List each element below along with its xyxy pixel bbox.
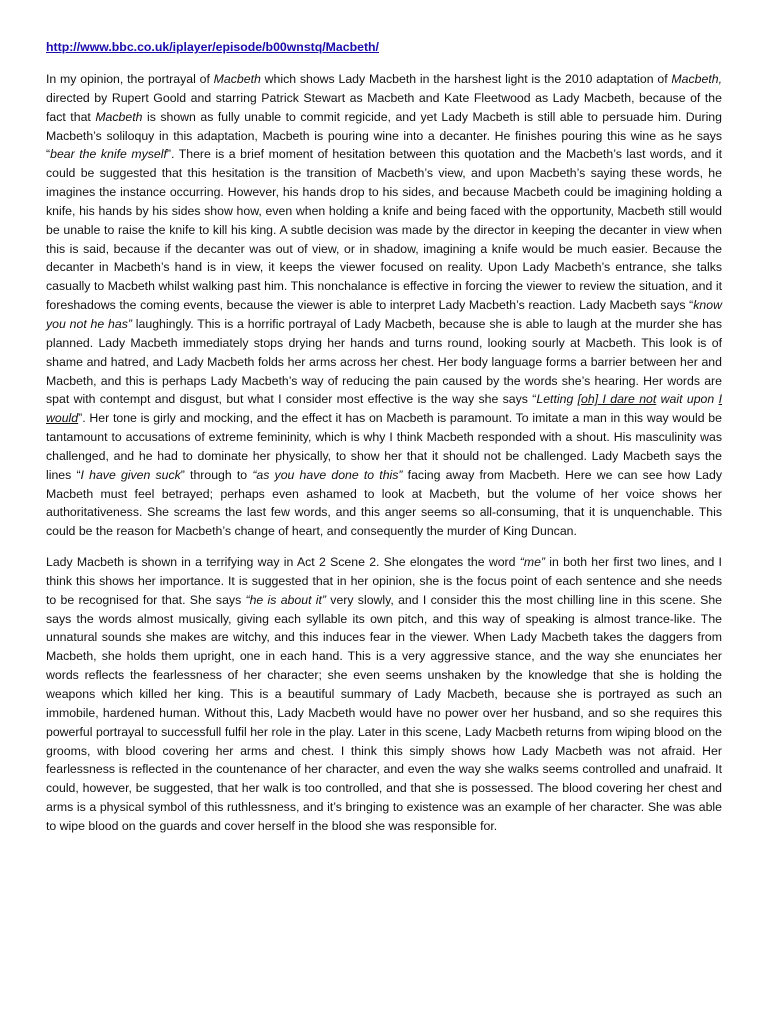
episode-link[interactable]: http://www.bbc.co.uk/iplayer/episode/b00wnstq/Macbeth/ bbox=[46, 40, 379, 54]
text-run: Macbeth bbox=[213, 72, 261, 86]
text-run: “as you have done to this” bbox=[252, 467, 403, 482]
text-run: ”. Her tone is girly and mocking, and the effect it has on Macbeth is paramount. To imitate a man in this way would be tantamount to accusations of extreme femininity, which is why I think Macbeth responded with a shout. His masculinity was challenged, and he had to dominate her physically, to show her that it should not be challenged. Lady Macbeth says the lines “ bbox=[46, 411, 722, 482]
text-run: facing away from Macbeth. Here we can see how Lady Macbeth must feel betrayed; perhaps even ashamed to look at Macbeth, but the volume of her voice shows her authoritativeness. She screams the last few words, and this anger seems so all-consuming, that it is unquenchable. This could be the reason for Macbeth’s change of heart, and consequently the murder of King Duncan. bbox=[46, 467, 723, 539]
text-run: laughingly. This is a horrific portrayal of Lady Macbeth, because she is able to laugh at the murder she has planned. Lady Macbeth immediately stops drying her hands and turns round, looking sourly at Macbeth. This look is of shame and hatred, and Lady Macbeth folds her arms across her chest. Her body language forms a barrier between her and Macbeth, and this is perhaps Lady Macbeth’s way of reducing the pain caused by the words she’s hearing. Her words are spat with contempt and disgust, but what I consider most effective is the way she says “ bbox=[46, 316, 722, 407]
text-run: Macbeth bbox=[95, 109, 143, 124]
text-run: ”. There is a brief moment of hesitation between this quotation and the Macbeth’s last words, and it could be suggested that this hesitation is the transition of Macbeth’s view, and upon Macbeth’s saying these words, he imagines the instance occurring. However, his hands drop to his sides, and because Macbeth could be imagining holding a knife, his hands by his sides show how, even when holding a knife and being faced with the opportunity, Macbeth still would be unable to raise the knife to kill his king. A subtle decision was made by the director in keeping the decanter in view when this is said, because if the decanter was out of view, or in shadow, imagining a knife would be much easier. Because the decanter in Macbeth’s hand is in view, it keeps the viewer focused on reality. Upon Lady Macbeth’s entrance, she talks casually to Macbeth whilst walking past him. This nonchalance is effective in forcing the viewer to review the situation, and it foreshadows the coming events, because the viewer is able to interpret Lady Macbeth’s reaction. Lady Macbeth says “ bbox=[46, 147, 722, 313]
text-run: wait upon bbox=[656, 392, 719, 407]
text-run: “me” bbox=[519, 555, 546, 570]
text-run: ” through to bbox=[180, 467, 253, 482]
text-run: Macbeth, bbox=[671, 72, 722, 86]
text-run: Letting bbox=[536, 392, 578, 407]
text-run: in both her first two lines, and I think this shows her importance. It is suggested that in her opinion, she is the focus point of each sentence and she needs to be recognised for that. She says bbox=[46, 555, 722, 607]
paragraph-2 bbox=[46, 553, 722, 836]
text-run: bear the knife myself bbox=[50, 147, 167, 162]
text-run: I would bbox=[46, 392, 722, 426]
paragraph-1 bbox=[46, 70, 722, 541]
text-run: “he is about it” bbox=[245, 592, 327, 607]
text-run: Lady Macbeth is shown in a terrifying way in Act 2 Scene 2. She elongates the word bbox=[46, 555, 520, 570]
text-run: In my opinion, the portrayal of bbox=[46, 72, 214, 86]
text-run: very slowly, and I consider this the most chilling line in this scene. She says the words almost musically, giving each syllable its own pitch, and this way of speaking is almost trance-like. The unnatural sounds she makes are witchy, and this induces fear in the viewer. When Lady Macbeth takes the daggers from Macbeth, she holds them upright, one in each hand. This is a very aggressive stance, and the way she enunciates her words reflects the fearlessness of her character; she even seems unshaken by the knowledge that she is holding the weapons which killed her king. This is a beautiful summary of Lady Macbeth, because she is portrayed as such an immobile, hardened human. Without this, Lady Macbeth would have no power over her husband, and so she requires this powerful portrayal to successfull fulfil her role in the play. Later in this scene, Lady Macbeth returns from wiping blood on the grooms, with blood covering her arms and chest. I think this simply shows how Lady Macbeth was not afraid. Her fearlessness is reflected in the countenance of her character, and even the way she walks seems controlled and unafraid. It could, however, be suggested, that her walk is too controlled, and that she is possessed. The blood covering her chest and arms is a physical symbol of this ruthlessness, and it’s bringing to existence was an example of her character. She was able to wipe blood on the guards and cover herself in the blood she was responsible for. bbox=[46, 592, 722, 833]
text-run: know you not he has” bbox=[46, 298, 722, 331]
text-run: which shows Lady Macbeth in the harshest light is the 2010 adaptation of bbox=[260, 72, 672, 86]
text-run: I have given suck bbox=[80, 467, 181, 482]
text-run: [oh] I dare not bbox=[577, 392, 657, 407]
text-run: directed by Rupert Goold and starring Patrick Stewart as Macbeth and Kate Fleetwood as Lady Macbeth, because of the fact that bbox=[46, 90, 722, 124]
text-run: is shown as fully unable to commit regicide, and yet Lady Macbeth is still able to persuade him. During Macbeth’s soliloquy in this adaptation, Macbeth is pouring wine into a decanter. He finishes pouring this wine as he says “ bbox=[46, 109, 722, 162]
